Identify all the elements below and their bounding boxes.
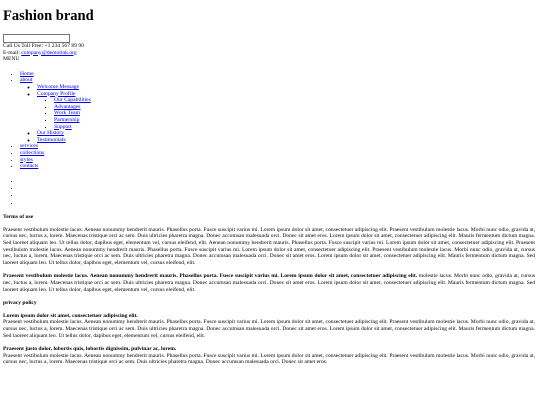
nav-item-services [20, 143, 535, 150]
about-submenu [20, 84, 535, 143]
privacy-paragraph-1-text: Praesent vestibulum molestie lacus. Aenean nonummy hendrerit mauris. Phasellus porta. Fusce suscipit varius mi. Lorem ipsum dolor sit amet, consectetuer adipiscing elit. Praesent vestibulum molestie lacus. Morbi nunc odio, gravida at, cursus nec, luctus a, lorem. Maecenas tristique orci ac sem. Duis ultricies pharetra magna. Donec accumsan malesuada orci. Donec sit amet eros. Lorem ipsum dolor sit amet, consectetuer adipiscing elit. Mauris fermentum dictum magna. Sed laoreet aliquam leo. Ut tellus dolor, dapibus eget, elementum vel, cursus eleifend, elit. [3, 319, 535, 339]
terms-paragraph-1: Praesent vestibulum molestie lacus. Aenean nonummy hendrerit mauris. Phasellus porta. Fusce suscipit varius mi. Lorem ipsum dolor sit amet, consectetuer adipiscing elit. Praesent vestibulum molestie lacus. Morbi nunc odio, gravida at, cursus nec, luctus a, lorem. Maecenas tristique orci ac sem. Duis ultricies pharetra magna. Donec accumsan malesuada orci. Donec sit amet eros. Lorem ipsum dolor sit amet, consectetuer adipiscing elit. Mauris fermentum dictum magna. Sed laoreet aliquam leo. Ut tellus dolor, dapibus eget, elementum vel, cursus eleifend, elit. Aenean nonummy hendrerit mauris. Phasellus porta. Fusce suscipit varius mi. Lorem ipsum dolor sit amet, consectetuer adipiscing elit. Praesent vestibulum molestie lacus. Aenean nonummy hendrerit mauris. Phasellus porta. Fusce suscipit varius mi. Lorem ipsum dolor sit amet, consectetuer adipiscing elit. Praesent vestibulum molestie lacus. Morbi nunc odio, gravida at, cursus nec, luctus a, lorem. Maecenas tristique orci ac sem. Duis ultricies pharetra magna. Donec accumsan malesuada orci. Donec sit amet eros. Lorem ipsum dolor sit amet, consectetuer adipiscing elit. Mauris fermentum dictum magna. Sed laoreet aliquam leo. Ut tellus dolor, dapibus eget, elementum vel, cursus eleifend, elit. [3, 226, 535, 266]
search-input[interactable] [3, 34, 70, 43]
privacy-heading: privacy policy [3, 300, 37, 307]
nav-link-services[interactable]: services [20, 143, 39, 150]
empty-list-item [20, 200, 535, 207]
nav-item-contacts [20, 163, 535, 170]
nav-link-home[interactable]: Home [20, 70, 34, 77]
nav-link-contacts[interactable]: contacts [20, 163, 39, 170]
privacy-paragraph-1 [3, 313, 535, 339]
email-label: E-mail: [3, 49, 20, 56]
empty-list-item [20, 178, 535, 185]
menu-toggle[interactable]: MENU [3, 56, 20, 63]
terms-paragraph-2-bold: Praesent vestibulum molestie lacus. Aenean nonummy hendrerit mauris. Phasellus porta. Fusce suscipit varius mi. Lorem ipsum dolor sit amet, consectetuer adipiscing elit. [3, 273, 418, 280]
nav-link-support[interactable]: Support [54, 123, 72, 130]
main-nav [3, 71, 535, 170]
nav-item-about [20, 77, 535, 143]
nav-item-testimonials [37, 137, 535, 144]
privacy-paragraph-2-text: Praesent vestibulum molestie lacus. Aenean nonummy hendrerit mauris. Phasellus porta. Fusce suscipit varius mi. Lorem ipsum dolor sit amet, consectetuer adipiscing elit. Praesent vestibulum molestie lacus. Morbi nunc odio, gravida at, cursus nec, luctus a, lorem. Maecenas tristique orci ac sem. Duis ultricies pharetra magna. Donec accumsan malesuada orci. Donec sit amet eros. [3, 352, 535, 366]
nav-item-profile [37, 91, 535, 131]
privacy-paragraph-2 [3, 346, 535, 366]
terms-paragraph-2 [3, 273, 535, 293]
nav-item-partnership [54, 117, 535, 124]
nav-link-about[interactable]: about [20, 77, 33, 84]
nav-link-styles[interactable]: styles [20, 156, 33, 163]
phone-line: Call Us Toll Free: +1 234 567 89 90 [3, 43, 84, 49]
empty-list-item [20, 185, 535, 192]
nav-item-work-team [54, 110, 535, 117]
nav-item-support [54, 124, 535, 131]
nav-link-advantages[interactable]: Advantages [54, 103, 81, 110]
nav-item-history [37, 130, 535, 137]
contact-info [3, 43, 535, 63]
nav-item-advantages [54, 104, 535, 111]
nav-item-styles [20, 157, 535, 164]
nav-item-welcome [37, 84, 535, 91]
nav-link-partnership[interactable]: Partnership [54, 116, 80, 123]
profile-submenu [37, 97, 535, 130]
terms-heading: Terms of use [3, 214, 34, 221]
nav-link-work-team[interactable]: Work Team [54, 110, 80, 117]
email-link[interactable]: company@demolink.org [21, 49, 77, 56]
terms-paragraph-2-text: molestie lacus. Morbi nunc odio, gravida at, cursus nec, luctus a, lorem. Maecenas tristique orci ac sem. Duis ultricies pharetra magna. Donec accumsan malesuada orci. Donec sit amet eros. Lorem ipsum dolor sit amet, consectetuer adipiscing elit. Mauris fermentum dictum magna. Sed laoreet aliquam leo. Ut tellus dolor, dapibus eget, elementum vel, cursus eleifend, elit. [3, 273, 536, 293]
email-line [3, 50, 535, 57]
nav-link-history[interactable]: Our History [37, 130, 64, 137]
privacy-paragraph-2-bold: Praesent justo dolor, lobortis quis, lobortis dignissim, pulvinar ac, lorem. [3, 346, 177, 353]
empty-list [3, 178, 535, 208]
nav-item-collections [20, 150, 535, 157]
nav-link-testimonials[interactable]: Testimonials [37, 136, 66, 143]
nav-link-capabilities[interactable]: Our Capabilities [54, 97, 91, 104]
nav-link-welcome[interactable]: Welcome Message [37, 83, 79, 90]
privacy-paragraph-1-bold: Lorem ipsum dolor sit amet, consectetuer adipiscing elit. [3, 312, 138, 319]
nav-item-home [20, 71, 535, 78]
empty-list-item [20, 192, 535, 199]
nav-link-collections[interactable]: collections [20, 149, 45, 156]
page [3, 0, 535, 366]
nav-item-capabilities [54, 97, 535, 104]
brand-title: Fashion brand [3, 8, 94, 24]
nav-link-profile[interactable]: Company Profile [37, 90, 76, 97]
